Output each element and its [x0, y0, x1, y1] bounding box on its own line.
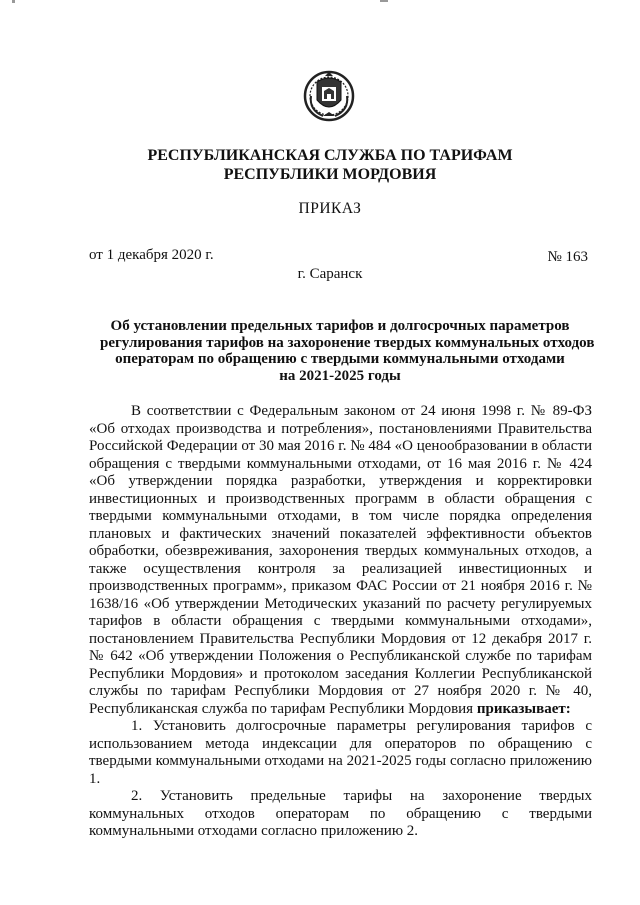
scan-artifact: [380, 0, 388, 2]
order-item-1: 1. Установить долгосрочные параметры регулирования тарифов с использованием метода индексации для операторов по обращению с твердыми коммунальными отходами на 2021-2025 годы согласно приложению 1.: [89, 718, 592, 787]
preamble-command: приказывает:: [476, 700, 571, 717]
coat-of-arms-icon: [303, 70, 355, 122]
order-title: [100, 318, 595, 384]
order-city: г. Саранск: [297, 266, 363, 282]
organization-name-line2: РЕСПУБЛИКИ МОРДОВИЯ: [223, 166, 437, 183]
order-title-line: Об установлении предельных тарифов и долгосрочных параметров: [110, 318, 570, 334]
scan-artifact: [12, 0, 15, 3]
order-body: [89, 403, 592, 841]
order-title-line: регулирования тарифов на захоронение твердых коммунальных отходов: [100, 334, 595, 351]
order-number: № 163: [547, 249, 588, 265]
organization-name-line1: РЕСПУБЛИКАНСКАЯ СЛУЖБА ПО ТАРИФАМ: [147, 147, 513, 164]
order-title-line: операторам по обращению с твердыми коммунальными отходами: [115, 351, 565, 367]
preamble-text: В соответствии с Федеральным законом от 24 июня 1998 г. № 89-ФЗ «Об отходах производства и потребления», постановлениями Правительства Российской Федерации от 30 мая 2016 г. № 484 «О ценообразовании в области обращения с твердыми коммунальными отходами, от 16 мая 2016 г. № 424 «Об утверждении порядка разработки, утверждения и корректировки инвестиционных и производственных программ в области обращения с твердыми коммунальными отходами, в том числе порядка определения плановых и фактических значений показателей эффективности объектов обработки, обезвреживания, захоронения твердых коммунальных отходов, а также осуществления контроля за реализацией инвестиционных и производственных программ», приказом ФАС России от 21 ноября 2016 г. № 1638/16 «Об утверждении Методических указаний по расчету регулируемых тарифов в области обращения с твердыми коммунальными отходами», постановлением Правительства Республики Мордовия от 12 декабря 2017 г. № 642 «Об утверждении Положения о Республиканской службе по тарифам Республики Мордовия» и протоколом заседания Коллегии Республиканской службы по тарифам Республики Мордовия от 27 ноября 2020 г. № 40, Республиканская служба по тарифам Республики Мордовия: [89, 403, 592, 717]
preamble-paragraph: [89, 403, 592, 718]
order-date: от 1 декабря 2020 г.: [89, 247, 214, 263]
order-item-2: 2. Установить предельные тарифы на захоронение твердых коммунальных отходов операторам по обращению с твердыми коммунальными отходами согласно приложению 2.: [89, 788, 592, 839]
order-title-line: на 2021-2025 годы: [279, 367, 401, 384]
document-type: ПРИКАЗ: [298, 200, 362, 217]
